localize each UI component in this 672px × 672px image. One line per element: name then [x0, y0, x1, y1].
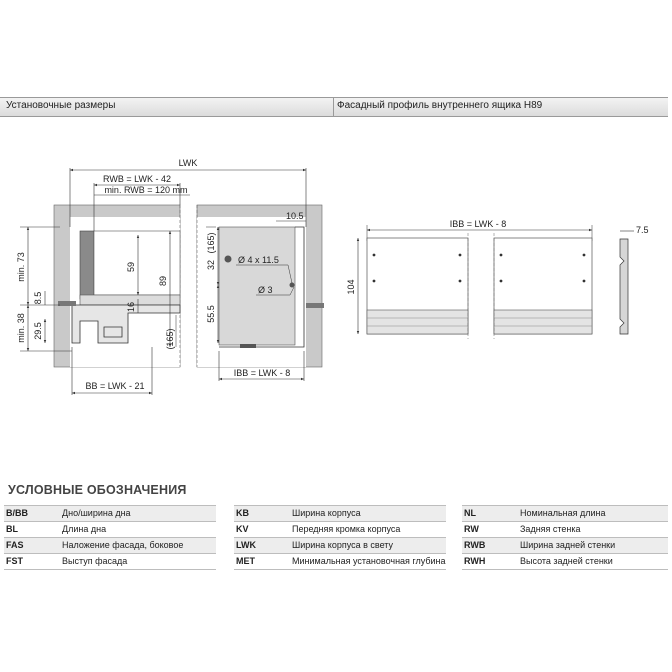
legend-column-2 [234, 505, 446, 570]
legend-row [234, 553, 446, 570]
dim-7-5: 7.5 [636, 225, 649, 235]
section-header [0, 97, 668, 117]
legend-desc: Ширина задней стенки [520, 540, 616, 550]
legend-row [234, 537, 446, 553]
legend-desc: Передняя кромка корпуса [292, 524, 401, 534]
front-profile-title: Фасадный профиль внутреннего ящика H89 [337, 100, 543, 111]
legend-title: УСЛОВНЫЕ ОБОЗНАЧЕНИЯ [8, 483, 187, 497]
dim-55-5: 55.5 [206, 305, 216, 323]
back-wall [80, 231, 94, 299]
legend-code: MET [236, 556, 255, 566]
legend-row [462, 537, 668, 553]
legend-row [4, 521, 216, 537]
legend-row [234, 521, 446, 537]
legend-desc: Ширина корпуса [292, 508, 361, 518]
legend-column-3 [462, 505, 668, 570]
technical-drawing [0, 115, 672, 415]
legend-desc: Ширина корпуса в свету [292, 540, 394, 550]
dim-10-5: 10.5 [286, 211, 304, 221]
legend-column-1 [4, 505, 216, 570]
dim-165-left: (165) [165, 328, 175, 350]
legend-desc: Высота задней стенки [520, 556, 613, 566]
legend-code: KV [236, 524, 249, 534]
dim-29-5: 29.5 [33, 322, 43, 340]
legend-row [234, 505, 446, 521]
front-profile-drawing [346, 219, 649, 339]
dim-8-5: 8.5 [33, 291, 43, 305]
legend-desc: Длина дна [62, 524, 107, 534]
legend-code: RWB [464, 540, 486, 550]
dim-89: 89 [158, 275, 168, 287]
dim-165-right: (165) [206, 232, 216, 254]
legend-code: LWK [236, 540, 256, 550]
cabinet-section-drawing [16, 158, 324, 395]
legend-row [4, 553, 216, 570]
hole-small-label: Ø 3 [258, 285, 273, 295]
dim-32: 32 [206, 259, 216, 271]
dim-16: 16 [126, 301, 136, 313]
installation-dimensions-title: Установочные размеры [6, 100, 116, 111]
legend-code: FAS [6, 540, 24, 550]
profile-section [620, 239, 628, 334]
lwk-label: LWK [178, 158, 198, 168]
legend-code: NL [464, 508, 476, 518]
legend-code: B/BB [6, 508, 28, 518]
legend-row [462, 505, 668, 521]
legend-desc: Задняя стенка [520, 524, 581, 534]
rwb-min: min. RWB = 120 mm [104, 185, 188, 195]
dim-59: 59 [126, 261, 136, 273]
legend-desc: Выступ фасада [62, 556, 128, 566]
legend-row [462, 521, 668, 537]
legend-row [4, 505, 216, 521]
dim-min73: min. 73 [16, 252, 26, 282]
rwb-formula: RWB = LWK - 42 [103, 174, 171, 184]
legend-desc: Номинальная длина [520, 508, 606, 518]
legend-row [4, 537, 216, 553]
ibb-formula-top: IBB = LWK - 8 [449, 219, 507, 229]
ibb-formula-bottom: IBB = LWK - 8 [233, 368, 291, 378]
dim-min38: min. 38 [16, 313, 26, 343]
header-divider [333, 98, 334, 116]
legend-desc: Минимальная установочная глубина [292, 556, 446, 566]
drawer-front [219, 227, 295, 345]
legend-code: FST [6, 556, 23, 566]
dim-104: 104 [346, 279, 356, 295]
legend-desc: Наложение фасада, боковое [62, 540, 184, 550]
hole-label: Ø 4 x 11.5 [238, 255, 279, 265]
legend-desc: Дно/ширина дна [62, 508, 131, 518]
legend-code: RWH [464, 556, 486, 566]
legend-code: RW [464, 524, 479, 534]
bb-formula: BB = LWK - 21 [85, 381, 145, 391]
legend-code: KB [236, 508, 249, 518]
legend-code: BL [6, 524, 18, 534]
legend-row [462, 553, 668, 570]
